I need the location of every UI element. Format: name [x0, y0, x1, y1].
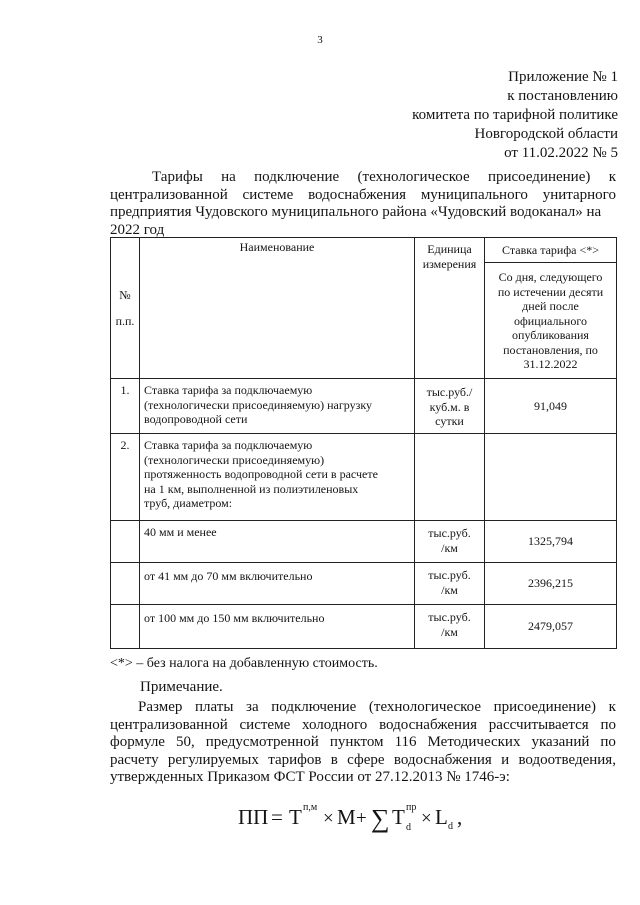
header-rate-period: Со дня, следующего по истечении десяти дней после официального опубликования постановления, по 31.12.2022 [485, 263, 617, 379]
formula-tariff-d: Т [392, 805, 405, 829]
row-number [111, 521, 140, 563]
formula-comma: , [457, 805, 463, 829]
header-unit: Единица измерения [415, 238, 485, 379]
formula-lhs: ПП [238, 805, 269, 829]
row-unit: тыс.руб. /км [415, 605, 485, 649]
note-line: формуле 50, предусмотренной пунктом 116 Методических указаний по [110, 734, 616, 750]
note-line: Размер платы за подключение (технологическое присоединение) к [138, 699, 616, 715]
title-line: Тарифы на подключение (технологическое присоединение) к [152, 169, 616, 185]
appendix-line: к постановлению [507, 88, 618, 104]
row-unit [415, 434, 485, 521]
formula-plus: + [356, 808, 367, 829]
row-number: 2. [111, 434, 140, 521]
header-rate: Ставка тарифа <*> [485, 238, 617, 263]
row-unit: тыс.руб. /км [415, 521, 485, 563]
row-number: 1. [111, 379, 140, 434]
page-number: 3 [317, 34, 323, 46]
formula-tariff-d-sub: d [406, 822, 411, 833]
row-rate [485, 434, 617, 521]
appendix-line: Приложение № 1 [508, 69, 618, 85]
row-name: от 41 мм до 70 мм включительно [140, 563, 415, 605]
formula-m: М [337, 805, 356, 829]
row-rate: 91,049 [485, 379, 617, 434]
formula-tariff-d-sup: пр [406, 802, 417, 813]
formula-tariff-sup: п,м [303, 802, 318, 813]
formula-times: × [421, 808, 432, 829]
title-line: предприятия Чудовского муниципального района «Чудовский водоканал» на [110, 204, 602, 220]
note-body [110, 699, 616, 787]
footnote: <*> – без налога на добавленную стоимость. [110, 656, 378, 671]
formula-sum: ∑ [371, 804, 390, 833]
appendix-line: комитета по тарифной политике [412, 107, 618, 123]
row-name: 40 мм и менее [140, 521, 415, 563]
row-number [111, 563, 140, 605]
tariff-table [110, 237, 617, 649]
note-title: Примечание. [140, 679, 223, 695]
row-rate: 2396,215 [485, 563, 617, 605]
formula-length-sub: d [448, 821, 453, 832]
header-name: Наименование [140, 238, 415, 379]
row-name: от 100 мм до 150 мм включительно [140, 605, 415, 649]
row-name: Ставка тарифа за подключаемую (технологически присоединяемую) протяженность водопроводной сети в расчете на 1 км, выполненной из полиэтиленовых труб, диаметром: [140, 434, 415, 521]
appendix-line: Новгородской области [474, 126, 618, 142]
header-number: № п.п. [111, 238, 140, 379]
note-line: утвержденных Приказом ФСТ России от 27.12.2013 № 1746-э: [110, 769, 510, 785]
appendix-header [412, 68, 618, 163]
title-line: централизованной системе водоснабжения муниципального унитарного [110, 186, 616, 203]
row-rate: 1325,794 [485, 521, 617, 563]
formula-times: × [323, 808, 334, 829]
formula-equals: = [271, 805, 283, 829]
note-line: расчету регулируемых тарифов в сфере водоснабжения и водоотведения, [110, 751, 616, 768]
document-title [110, 169, 616, 239]
row-unit: тыс.руб. /км [415, 563, 485, 605]
appendix-line: от 11.02.2022 № 5 [504, 145, 618, 161]
formula-tariff: Т [289, 805, 302, 829]
row-rate: 2479,057 [485, 605, 617, 649]
row-name: Ставка тарифа за подключаемую (технологически присоединяемую) нагрузку водопроводной сети [140, 379, 415, 434]
note-line: централизованной системе холодного водоснабжения рассчитывается по [110, 716, 616, 733]
row-number [111, 605, 140, 649]
title-line: 2022 год [110, 221, 165, 238]
fee-formula [238, 797, 478, 833]
row-unit: тыс.руб./ куб.м. в сутки [415, 379, 485, 434]
formula-length: L [435, 805, 448, 829]
